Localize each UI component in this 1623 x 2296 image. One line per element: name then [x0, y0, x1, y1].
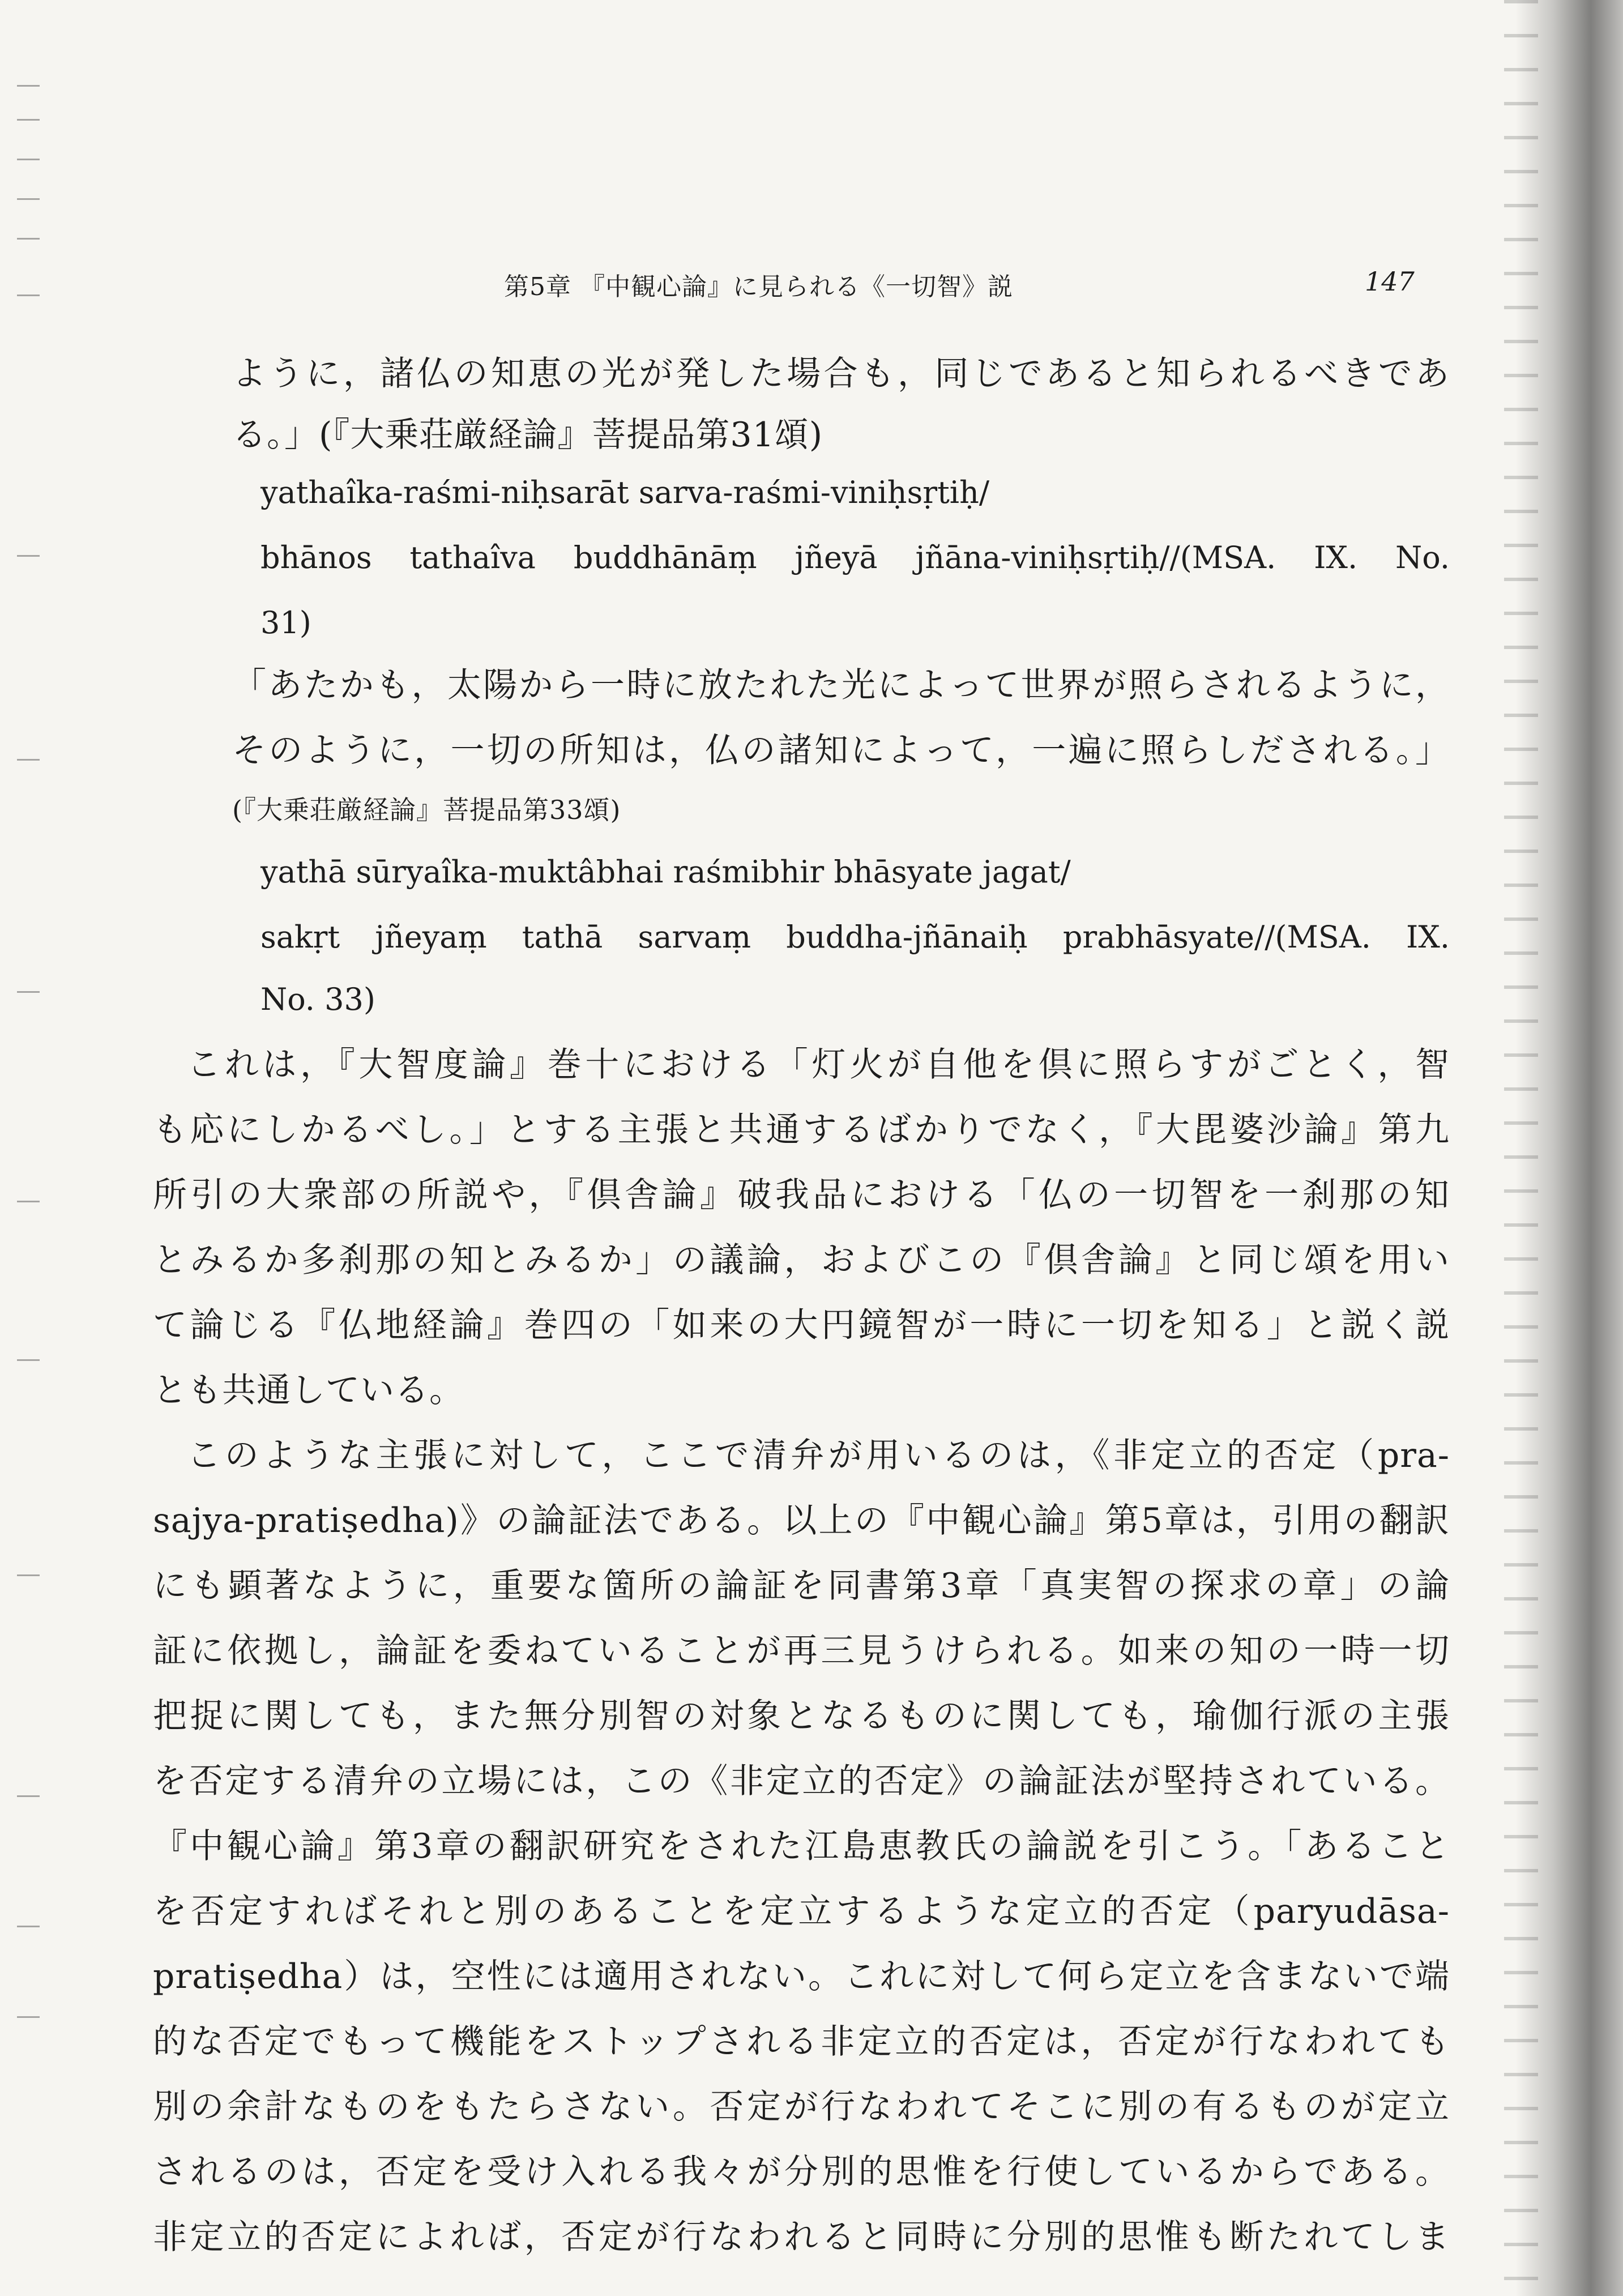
- sanskrit-line: bhānos tathaîva buddhānāṃ jñeyā jñāna-viniḥsṛtiḥ//(MSA. IX. No.: [260, 540, 1450, 575]
- text-line: を否定すればそれと別のあることを定立するような定立的否定（paryudāsa-: [153, 1892, 1450, 1931]
- sanskrit-line: yathaîka-raśmi-niḥsarāt sarva-raśmi-viniḥsṛtiḥ/: [260, 475, 990, 510]
- page-number: 147: [1365, 266, 1415, 297]
- text-line: そのように，一切の所知は，仏の諸知によって，一遍に照らしだされる。」: [232, 731, 1450, 770]
- text-line: sajya-pratiṣedha)》の論証法である。以上の『中観心論』第5章は，引用の翻訳: [153, 1501, 1450, 1540]
- running-header: [0, 266, 1623, 311]
- text-line: て論じる『仏地経論』巻四の「如来の大円鏡智が一時に一切を知る」と説く説: [153, 1305, 1450, 1345]
- text-line: ように，諸仏の知恵の光が発した場合も，同じであると知られるべきであ: [232, 354, 1450, 394]
- text-line: これは，『大智度論』巻十における「灯火が自他を倶に照らすがごとく，智: [187, 1045, 1450, 1085]
- text-line: を否定する清弁の立場には，この《非定立的否定》の論証法が堅持されている。: [153, 1761, 1450, 1801]
- sanskrit-line: sakṛt jñeyaṃ tathā sarvaṃ buddha-jñānaiḥ prabhāsyate//(MSA. IX.: [260, 919, 1450, 955]
- text-line: 「あたかも，太陽から一時に放たれた光によって世界が照らされるように，: [232, 665, 1450, 705]
- text-line: 証に依拠し，論証を委ねていることが再三見うけられる。如来の知の一時一切: [153, 1631, 1450, 1671]
- text-line: されるのは，否定を受け入れる我々が分別的思惟を行使しているからである。: [153, 2152, 1450, 2192]
- binding-stitch-marks: [1504, 0, 1538, 2296]
- binding-marks: [17, 0, 51, 2296]
- text-line: も応にしかるべし。」とする主張と共通するばかりでなく，『大毘婆沙論』第九: [153, 1110, 1450, 1150]
- text-line: にも顕著なように，重要な箇所の論証を同書第3章「真実智の探求の章」の論: [153, 1566, 1450, 1606]
- chapter-title: 第5章 『中観心論』に見られる《一切智》説: [504, 272, 1013, 301]
- text-line: 『中観心論』第3章の翻訳研究をされた江島恵教氏の論説を引こう。「あること: [153, 1826, 1450, 1866]
- text-line: とみるか多刹那の知とみるか」の議論，およびこの『倶舎論』と同じ頌を用い: [153, 1240, 1450, 1280]
- citation-line: (『大乗荘厳経論』菩提品第33頌): [232, 795, 621, 825]
- text-line: 非定立的否定によれば，否定が行なわれると同時に分別的思惟も断たれてしま: [153, 2217, 1450, 2257]
- text-line: 別の余計なものをもたらさない。否定が行なわれてそこに別の有るものが定立: [153, 2087, 1450, 2127]
- text-line: このような主張に対して，ここで清弁が用いるのは，《非定立的否定（pra-: [187, 1436, 1450, 1475]
- sanskrit-line: yathā sūryaîka-muktâbhai raśmibhir bhāsyate jagat/: [260, 854, 1071, 890]
- sanskrit-line: 31): [260, 605, 311, 641]
- text-line: 所引の大衆部の所説や，『倶舎論』破我品における「仏の一切智を一刹那の知: [153, 1175, 1450, 1215]
- text-line: pratiṣedha）は，空性には適用されない。これに対して何ら定立を含まないで端: [153, 1957, 1450, 1996]
- text-line: 把捉に関しても，また無分別智の対象となるものに関しても，瑜伽行派の主張: [153, 1696, 1450, 1736]
- text-line: 的な否定でもって機能をストップされる非定立的否定は，否定が行なわれても: [153, 2022, 1450, 2062]
- text-line: る。」(『大乗荘厳経論』菩提品第31頌): [232, 415, 823, 455]
- text-line: とも共通している。: [153, 1371, 464, 1410]
- sanskrit-line: No. 33): [260, 981, 375, 1017]
